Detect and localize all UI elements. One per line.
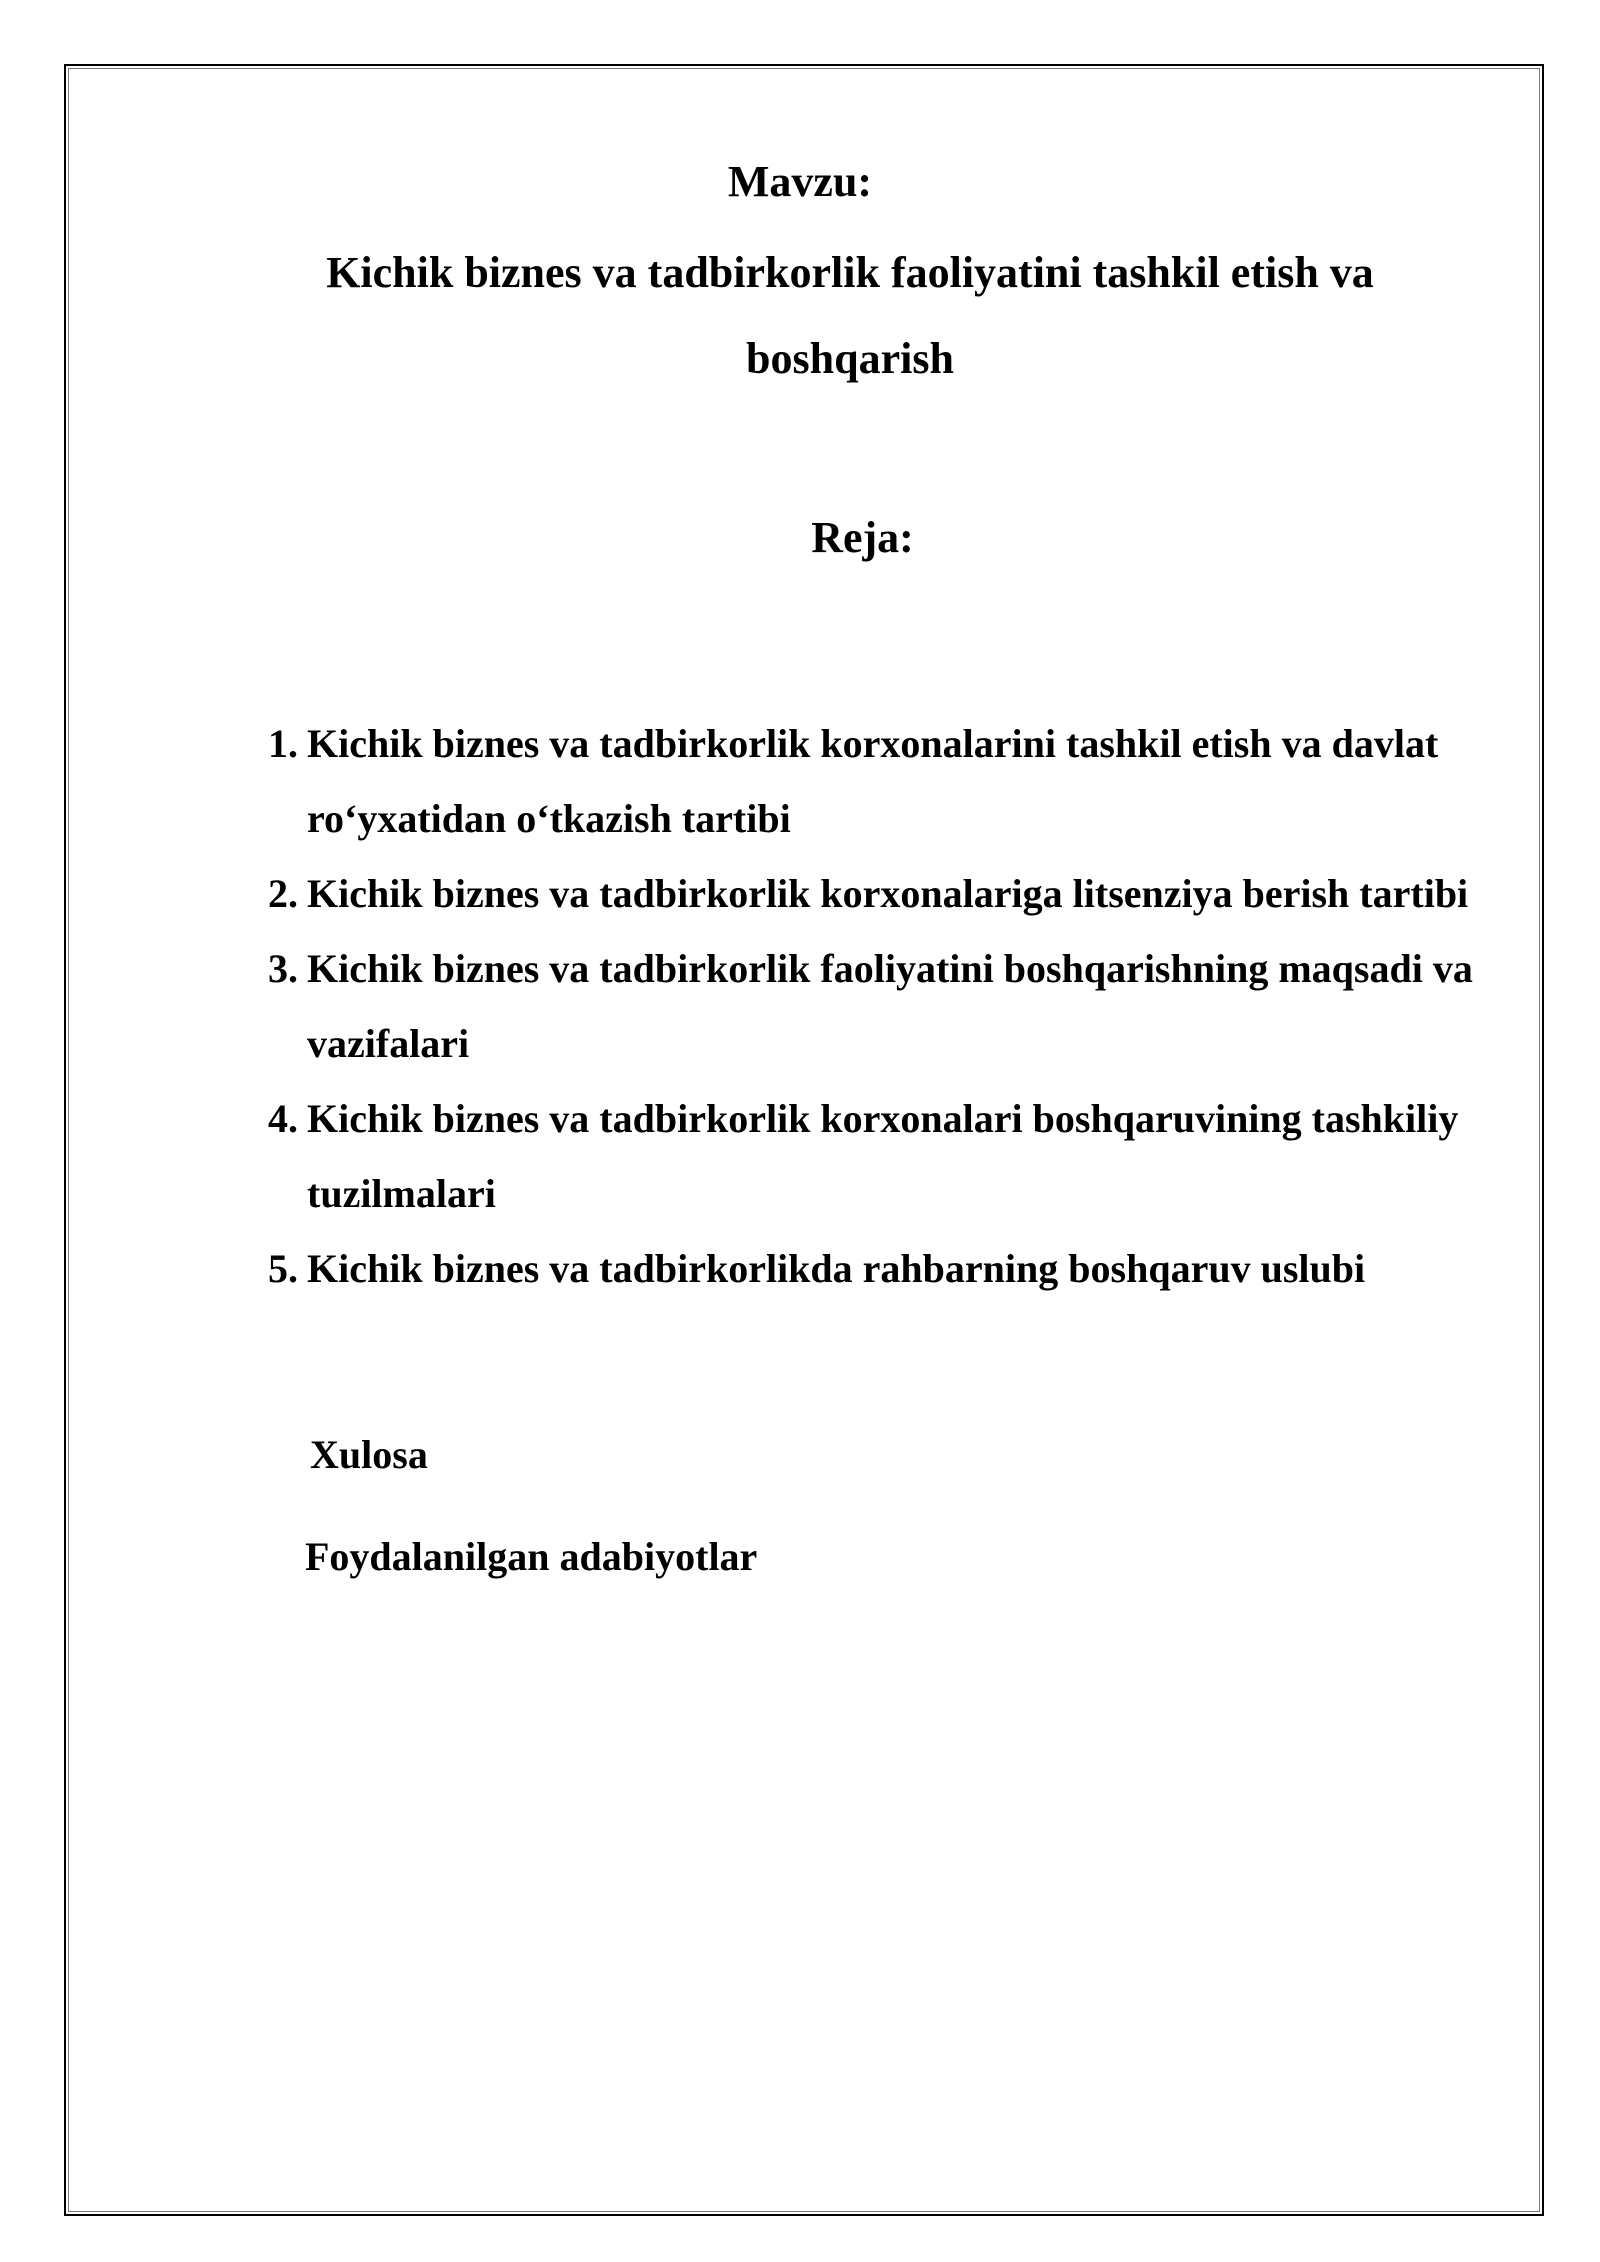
plan-item-text: Kichik biznes va tadbirkorlik korxonalariga litsenziya berish tartibi — [307, 871, 1469, 916]
plan-item-text: Kichik biznes va tadbirkorlik korxonalari boshqaruvining tashkiliy tuzilmalari — [307, 1096, 1459, 1216]
references-heading: Foydalanilgan adabiyotlar — [305, 1534, 758, 1579]
plan-item — [268, 1231, 1528, 1306]
plan-item-number: 4. — [268, 1096, 298, 1141]
plan-item-text: Kichik biznes va tadbirkorlikda rahbarning boshqaruv uslubi — [307, 1246, 1366, 1291]
conclusion-heading: Xulosa — [310, 1432, 428, 1477]
plan-item-number: 3. — [268, 946, 298, 991]
topic-label: Mavzu: — [727, 157, 873, 206]
plan-list — [268, 706, 1528, 1306]
plan-item-number: 1. — [268, 721, 298, 766]
plan-item — [268, 856, 1528, 931]
plan-item-number: 2. — [268, 871, 298, 916]
plan-item — [268, 706, 1528, 856]
plan-item — [268, 931, 1528, 1081]
topic-title: Kichik biznes va tadbirkorlik faoliyatini tashkil etish va boshqarish — [326, 248, 1374, 383]
plan-item-text: Kichik biznes va tadbirkorlik faoliyatini boshqarishning maqsadi va vazifalari — [307, 946, 1473, 1066]
plan-heading: Reja: — [811, 513, 914, 562]
plan-item-number: 5. — [268, 1246, 298, 1291]
plan-item — [268, 1081, 1528, 1231]
plan-item-text: Kichik biznes va tadbirkorlik korxonalarini tashkil etish va davlat ro‘yxatidan o‘tkazish tartibi — [307, 721, 1439, 841]
